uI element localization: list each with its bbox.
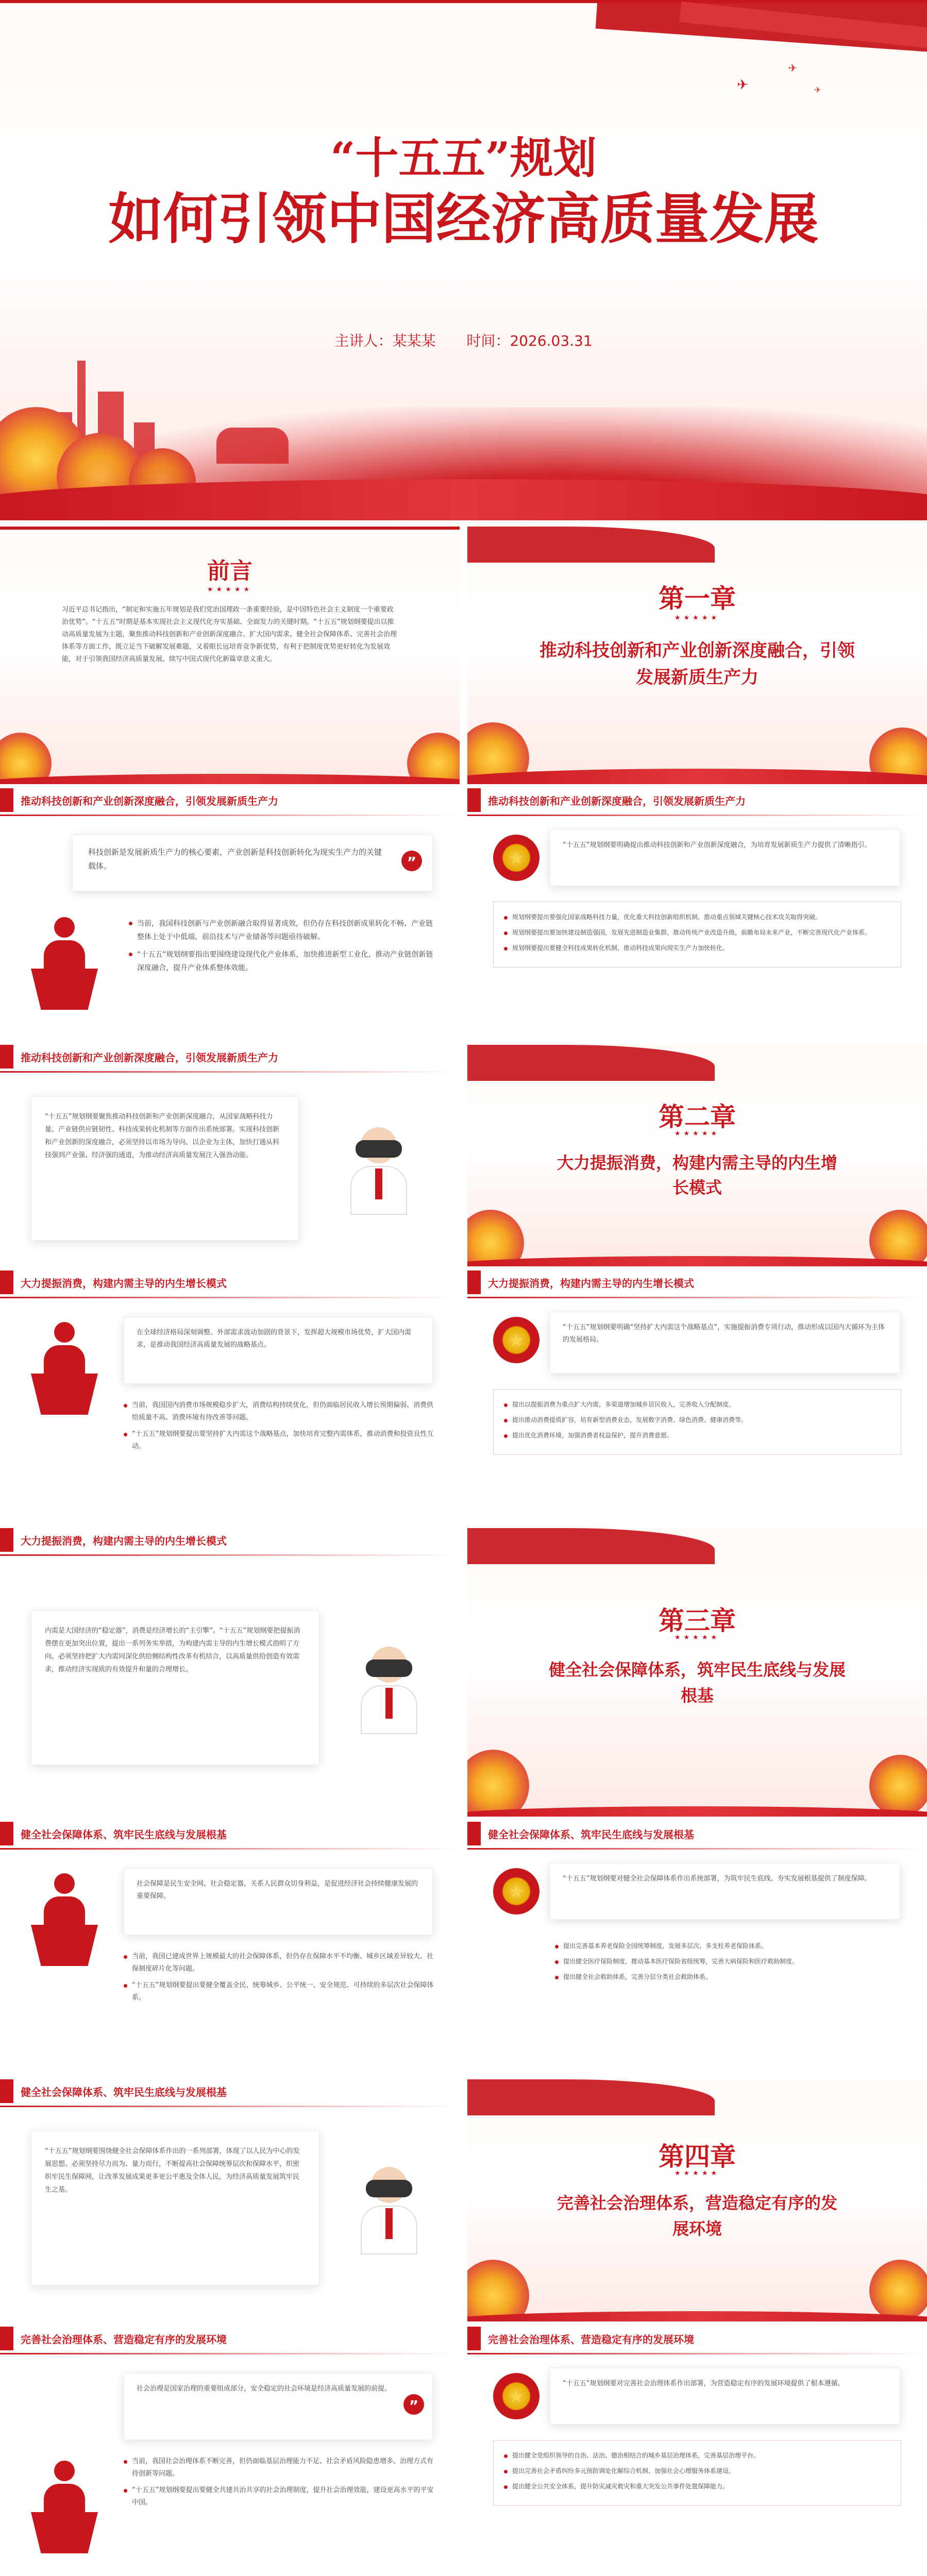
chapter1-slide <box>467 527 927 784</box>
chapter-ribbon <box>467 2079 715 2115</box>
flower-decoration <box>869 1755 927 1817</box>
c1-bullet-list <box>129 917 434 979</box>
time-label: 时间：2026.03.31 <box>466 332 593 349</box>
header-bar <box>467 788 481 812</box>
c3-slide-b <box>467 1822 927 2074</box>
speaker-icon <box>26 917 103 1010</box>
c3-right-bullets <box>550 1935 901 1992</box>
speaker-body <box>44 1896 85 1927</box>
flower-decoration <box>869 2260 927 2321</box>
c2-slide-a <box>0 1270 460 1523</box>
c1-slide-b <box>467 788 927 1041</box>
speaker-head <box>54 1322 75 1343</box>
section-header <box>0 2079 460 2103</box>
binocular-person-icon <box>350 1641 428 1734</box>
chapter3-number: 第三章 <box>659 1605 736 1636</box>
chapter2-slide <box>467 1045 927 1266</box>
header-bar <box>467 1822 481 1845</box>
chapter3-wave <box>467 1806 927 1817</box>
speaker-head <box>54 2461 75 2481</box>
binocular-shape <box>356 1140 402 1158</box>
bullet-item: 提出完善社会矛盾纠纷多元预防调处化解综合机制，加强社会心理服务体系建设。 <box>504 2465 890 2477</box>
chapter-ribbon <box>467 1528 715 1564</box>
chapter4-title: 完善社会治理体系，营造稳定有序的发展环境 <box>557 2193 837 2239</box>
speaker-podium <box>31 1925 98 1966</box>
presenter-label: 主讲人：某某某 <box>334 332 436 349</box>
c1-slide-a <box>0 788 460 1041</box>
section-header <box>0 1822 460 1845</box>
header-bar <box>0 2079 13 2103</box>
bullet-item: 当前，我国国内消费市场规模稳步扩大，消费结构持续优化，但仍面临居民收入增长预期偏弱、消费供给质量不高、消费环境有待改善等问题。 <box>124 1399 434 1424</box>
chapter4-slide <box>467 2079 927 2321</box>
c2-right-bullets <box>493 1389 901 1455</box>
summary-text: 内需是大国经济的“稳定器”，消费是经济增长的“主引擎”。“十五五”规划纲要把提振消费摆在更加突出位置，提出一系列务实举措，为构建内需主导的内生增长模式指明了方向。必须坚持把扩大内需同深化供给侧结构性改革有机结合，以高质量供给创造有效需求，推动经济实现质的有效提升和量的合理增长。 <box>45 1627 300 1673</box>
person-tie <box>385 1688 393 1719</box>
bullet-item: 规划纲要提出要健全科技成果转化机制，推动科技成果向现实生产力加快转化。 <box>504 942 890 954</box>
party-emblem-icon: ★ <box>493 835 540 881</box>
header-bar <box>0 1270 13 1294</box>
quote-card <box>550 2368 900 2425</box>
quote-card <box>124 1868 433 1935</box>
binocular-shape <box>366 2180 412 2197</box>
header-rule <box>0 2106 460 2107</box>
header-text: 推动科技创新和产业创新深度融合，引领发展新质生产力 <box>21 794 278 807</box>
header-text: 健全社会保障体系、筑牢民生底线与发展根基 <box>21 1828 227 1841</box>
preface-stars: ★★★★★ <box>207 586 253 594</box>
bird-icon: ✈ <box>814 85 821 95</box>
header-text: 推动科技创新和产业创新深度融合，引领发展新质生产力 <box>21 1051 278 1064</box>
chapter2-number: 第二章 <box>659 1101 736 1132</box>
chapter3-stars: ★★★★★ <box>674 1634 720 1641</box>
quote-text: 科技创新是发展新质生产力的核心要素，产业创新是科技创新转化为现实生产力的关键载体。 <box>88 848 382 871</box>
speaker-podium <box>31 1374 98 1415</box>
section-header <box>0 2327 460 2350</box>
binocular-shape <box>366 1659 412 1677</box>
bullet-item: “十五五”规划纲要提出要健全覆盖全民、统筹城乡、公平统一、安全规范、可持续的多层次社会保障体系。 <box>124 1979 434 2004</box>
quote-icon: ” <box>401 851 422 871</box>
flower-decoration <box>467 2260 529 2321</box>
quote-text: 社会治理是国家治理的重要组成部分，安全稳定的社会环境是经济高质量发展的前提。 <box>137 2385 392 2393</box>
top-line <box>0 527 460 530</box>
party-emblem-icon: ★ <box>493 1317 540 1363</box>
quote-text: “十五五”规划纲要明确“坚持扩大内需这个战略基点”，实施提振消费专项行动，推动形成以国内大循环为主体的发展格局。 <box>563 1324 885 1344</box>
bullet-item: 提出健全医疗保险制度，推动基本医疗保险省级统筹，完善大病保险和医疗救助制度。 <box>555 1956 896 1967</box>
chapter2-wave <box>467 1256 927 1266</box>
bullet-item: “十五五”规划纲要提出要健全共建共治共享的社会治理制度，提升社会治理效能，建设更高水平的平安中国。 <box>124 2484 434 2509</box>
section-header <box>0 788 460 812</box>
header-text: 大力提振消费，构建内需主导的内生增长模式 <box>488 1277 694 1290</box>
speaker-body <box>44 940 85 971</box>
preface-text: 习近平总书记指出，“制定和实施五年规划是我们党治国理政一条重要经验，是中国特色社会主义制度一个重要政治优势”。“十五五”时期是基本实现社会主义现代化夯实基础、全面发力的关键时期。“十五五”规划纲要提出以推动高质量发展为主题，聚焦推动科技创新和产业创新深度融合、扩大国内需求、健全社会保障体系、完善社会治理体系等方面工作，既立足当下破解发展难题，又着眼长远培育竞争新优势，有利于把制度优势更好转化为发展效能，对于引领我国经济高质量发展、续写中国式现代化新篇章意义重大。 <box>62 606 397 663</box>
c2-bullet-list <box>124 1399 434 1457</box>
flower-decoration <box>467 1750 529 1817</box>
header-bar <box>0 2327 13 2350</box>
c3-slide-a <box>0 1822 460 2074</box>
c1-summary-slide <box>0 1045 460 1266</box>
speaker-icon <box>26 1873 103 1966</box>
bullet-item: 当前，我国已建成世界上规模最大的社会保障体系，但仍存在保障水平不均衡、城乡区域差异较大、社保制度碎片化等问题。 <box>124 1951 434 1975</box>
preface-title: 前言 <box>207 558 252 584</box>
speaker-icon <box>26 1322 103 1415</box>
person-tie <box>385 2208 393 2239</box>
c4-slide-a <box>0 2327 460 2576</box>
bullet-item: 提出完善基本养老保险全国统筹制度，发展多层次、多支柱养老保险体系。 <box>555 1940 896 1952</box>
bullet-item: 规划纲要提出要加快建设制造强国，发展先进制造业集群，推动传统产业改造升级，前瞻布局未来产业，不断完善现代化产业体系。 <box>504 927 890 938</box>
chapter4-number: 第四章 <box>659 2141 736 2172</box>
c4-right-bullets <box>493 2440 901 2506</box>
cover-title-line1: “十五五”规划 <box>330 132 597 183</box>
chapter3-title: 健全社会保障体系，筑牢民生底线与发展根基 <box>548 1660 846 1705</box>
party-emblem-icon: ★ <box>493 2373 540 2419</box>
section-header <box>467 1270 927 1294</box>
header-text: 完善社会治理体系、营造稳定有序的发展环境 <box>488 2333 694 2346</box>
binocular-person-icon <box>350 2162 428 2255</box>
quote-card <box>72 835 433 891</box>
chapter1-number: 第一章 <box>659 583 736 614</box>
quote-text: “十五五”规划纲要对完善社会治理体系作出部署，为营造稳定有序的发展环境提供了根本遵循。 <box>563 2380 845 2387</box>
speaker-body <box>44 2484 85 2515</box>
chapter1-title: 推动科技创新和产业创新深度融合，引领发展新质生产力 <box>540 640 855 688</box>
bullet-item: 当前，我国社会治理体系不断完善，但仍面临基层治理能力不足、社会矛盾风险隐患增多、治理方式有待创新等问题。 <box>124 2455 434 2480</box>
speaker-head <box>54 1873 75 1894</box>
bullet-item: 提出以提振消费为重点扩大内需，多渠道增加城乡居民收入，完善收入分配制度。 <box>504 1399 890 1410</box>
header-rule <box>0 1297 460 1298</box>
quote-card <box>550 829 900 886</box>
header-text: 健全社会保障体系、筑牢民生底线与发展根基 <box>21 2086 227 2098</box>
c2-slide-b <box>467 1270 927 1523</box>
bullet-item: 提出健全党组织领导的自治、法治、德治相结合的城乡基层治理体系，完善基层治理平台。 <box>504 2450 890 2461</box>
bullet-item: “十五五”规划纲要提出要坚持扩大内需这个战略基点，加快培育完整内需体系，推动消费和投资良性互动。 <box>124 1428 434 1453</box>
binocular-person-icon <box>340 1122 417 1215</box>
header-rule <box>0 1071 460 1073</box>
quote-text: 在全球经济格局深刻调整、外部需求波动加剧的背景下，发挥超大规模市场优势，扩大国内需求，是推动我国经济高质量发展的战略基点。 <box>137 1329 412 1349</box>
speaker-podium <box>31 969 98 1010</box>
quote-card <box>550 1312 900 1374</box>
summary-card <box>31 2131 319 2285</box>
summary-text: “十五五”规划纲要聚焦推动科技创新和产业创新深度融合，从国家战略科技力量、产业链供应链韧性、科技成果转化机制等方面作出系统部署。实现科技创新和产业创新的深度融合，必须坚持以市场为导向、以企业为主体，加快打通从科技强到产业强、经济强的通道，为推动经济高质量发展注入强劲动能。 <box>45 1113 280 1159</box>
header-rule <box>467 815 927 816</box>
header-rule <box>467 1297 927 1298</box>
bullet-item: 提出健全社会救助体系，完善分层分类社会救助体系。 <box>555 1971 896 1982</box>
header-bar <box>0 1822 13 1845</box>
section-header <box>0 1270 460 1294</box>
party-emblem-icon: ★ <box>493 1868 540 1914</box>
header-rule <box>0 1554 460 1556</box>
chapter-ribbon <box>467 527 715 563</box>
cover-title-line2: 如何引领中国经济高质量发展 <box>108 187 819 251</box>
section-header <box>0 1528 460 1552</box>
section-header <box>467 788 927 812</box>
section-header <box>0 1045 460 1069</box>
chapter1-wave <box>467 769 927 784</box>
chapter3-slide <box>467 1528 927 1817</box>
speaker-body <box>44 1345 85 1376</box>
quote-text: “十五五”规划纲要明确提出推动科技创新和产业创新深度融合，为培育发展新质生产力提供了清晰指引。 <box>563 841 871 849</box>
bullet-item: “十五五”规划纲要指出要围绕建设现代化产业体系，加快推进新型工业化，推动产业链创新链深度融合，提升产业体系整体效能。 <box>129 948 434 975</box>
person-tie <box>375 1168 382 1199</box>
bird-icon: ✈ <box>737 77 748 93</box>
header-text: 大力提振消费，构建内需主导的内生增长模式 <box>21 1534 227 1547</box>
chapter-ribbon <box>467 1045 715 1081</box>
bird-icon: ✈ <box>788 62 797 74</box>
cover-meta <box>0 330 927 350</box>
c1-right-bullets <box>493 902 901 968</box>
section-header <box>467 2327 927 2350</box>
preface-slide <box>0 527 460 784</box>
speaker-podium <box>31 2512 98 2553</box>
quote-card <box>550 1863 900 1920</box>
header-rule <box>0 815 460 816</box>
chapter2-stars: ★★★★★ <box>674 1130 720 1138</box>
chapter1-stars: ★★★★★ <box>674 614 720 622</box>
bullet-item: 提出优化消费环境，加强消费者权益保护，提升消费意愿。 <box>504 1430 890 1441</box>
quote-text: “十五五”规划纲要对健全社会保障体系作出系统部署，为筑牢民生底线、夯实发展根基提供了制度保障。 <box>563 1875 871 1883</box>
speaker-head <box>54 917 75 938</box>
chapter2-title: 大力提振消费，构建内需主导的内生增长模式 <box>557 1153 837 1197</box>
quote-icon: ” <box>403 2394 424 2415</box>
bullet-item: 规划纲要提出要强化国家战略科技力量，优化重大科技创新组织机制，推动重点领域关键核心技术攻关取得突破。 <box>504 911 890 923</box>
bullet-item: 提出健全公共安全体系，提升防灾减灾救灾和重大突发公共事件处置保障能力。 <box>504 2481 890 2492</box>
quote-card <box>124 1317 433 1384</box>
cover-red-wave-2 <box>0 479 927 520</box>
c4-bullet-list <box>124 2455 434 2513</box>
c2-summary-slide <box>0 1528 460 1817</box>
header-rule <box>0 1848 460 1850</box>
header-text: 健全社会保障体系、筑牢民生底线与发展根基 <box>488 1828 694 1841</box>
section-header <box>467 1822 927 1845</box>
summary-card <box>31 1096 299 1241</box>
summary-text: “十五五”规划纲要围绕健全社会保障体系作出的一系列部署，体现了以人民为中心的发展思想。必须坚持尽力而为、量力而行，不断提高社会保障统筹层次和保障水平，织密织牢民生保障网，让改革发展成果更多更公平惠及全体人民，为经济高质量发展筑牢民生之基。 <box>45 2147 300 2194</box>
header-bar <box>467 2327 481 2350</box>
cover-slide <box>0 0 927 520</box>
c4-slide-b <box>467 2327 927 2576</box>
header-bar <box>0 788 13 812</box>
speaker-icon <box>26 2461 103 2553</box>
c3-bullet-list <box>124 1951 434 2008</box>
header-bar <box>0 1045 13 1069</box>
bullet-item: 当前，我国科技创新与产业创新融合取得显著成效，但仍存在科技创新成果转化不畅、产业链整体上处于中低端、前沿技术与产业储备等问题亟待破解。 <box>129 917 434 944</box>
flower-decoration <box>869 1210 927 1266</box>
header-rule <box>467 2353 927 2354</box>
header-text: 大力提振消费，构建内需主导的内生增长模式 <box>21 1277 227 1290</box>
summary-card <box>31 1611 319 1765</box>
quote-card <box>124 2373 433 2440</box>
chapter4-wave <box>467 2311 927 2321</box>
header-rule <box>467 1848 927 1850</box>
quote-text: 社会保障是民生安全网、社会稳定器，关系人民群众切身利益，是促进经济社会持续健康发展的重要保障。 <box>137 1880 418 1900</box>
header-text: 推动科技创新和产业创新深度融合，引领发展新质生产力 <box>488 794 746 807</box>
header-bar <box>0 1528 13 1552</box>
bullet-item: 提出推动消费提质扩容，培育新型消费业态，发展数字消费、绿色消费、健康消费等。 <box>504 1414 890 1426</box>
header-rule <box>0 2353 460 2354</box>
header-text: 完善社会治理体系、营造稳定有序的发展环境 <box>21 2333 227 2346</box>
c3-summary-slide <box>0 2079 460 2321</box>
flower-decoration <box>467 1210 524 1266</box>
header-bar <box>467 1270 481 1294</box>
preface-wave <box>0 774 460 784</box>
chapter4-stars: ★★★★★ <box>674 2170 720 2177</box>
